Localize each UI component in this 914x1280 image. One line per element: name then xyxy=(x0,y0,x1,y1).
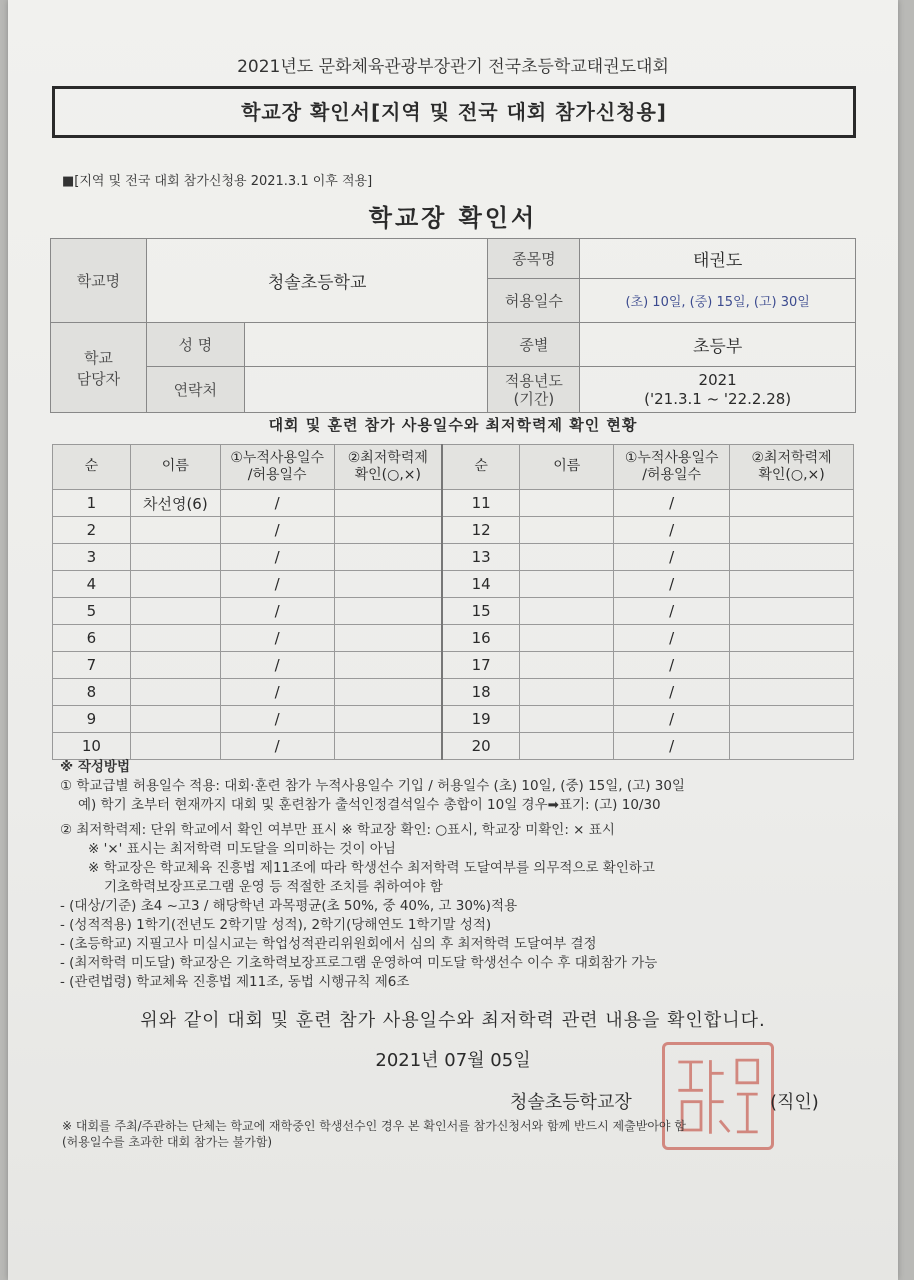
year-value xyxy=(580,367,856,413)
instruction-line: - (관련법령) 학교체육 진흥법 제11조, 동법 시행규칙 제6조 xyxy=(60,974,410,990)
instruction-line: 예) 학기 초부터 현재까지 대회 및 훈련참가 출석인정결석일수 총합이 10일 경우➡표기: (고) 10/30 xyxy=(78,797,661,813)
row-name-left[interactable] xyxy=(130,571,220,598)
row-name-right[interactable] xyxy=(520,571,614,598)
footnote-line2: (허용일수를 초과한 대회 참가는 불가함) xyxy=(62,1135,273,1149)
col-days-right xyxy=(614,445,730,490)
row-name-left[interactable] xyxy=(130,517,220,544)
year-value-line2: ('21.3.1 ~ '22.2.28) xyxy=(644,389,792,408)
table-row xyxy=(53,598,854,625)
year-label-line1: 적용년도 xyxy=(504,371,563,390)
row-check-left[interactable] xyxy=(334,517,442,544)
row-check-right[interactable] xyxy=(730,706,854,733)
row-check-right[interactable] xyxy=(730,679,854,706)
row-name-right[interactable] xyxy=(520,652,614,679)
row-no-right: 17 xyxy=(442,652,520,679)
staff-label-line2: 담당자 xyxy=(76,369,121,388)
row-check-right[interactable] xyxy=(730,733,854,760)
row-days-right[interactable]: / xyxy=(614,733,730,760)
row-no-left: 4 xyxy=(53,571,131,598)
row-days-left[interactable]: / xyxy=(220,571,334,598)
row-no-left: 10 xyxy=(53,733,131,760)
row-name-right[interactable] xyxy=(520,598,614,625)
col-check-left xyxy=(334,445,442,490)
col-days-right-line2: /허용일수 xyxy=(642,467,702,483)
staff-label-line1: 학교 xyxy=(83,348,113,367)
col-days-right-line1: ①누적사용일수 xyxy=(624,449,719,466)
row-days-right[interactable]: / xyxy=(614,679,730,706)
event-label: 종목명 xyxy=(488,239,580,279)
row-days-left[interactable]: / xyxy=(220,517,334,544)
row-name-right[interactable] xyxy=(520,706,614,733)
row-name-left[interactable] xyxy=(130,625,220,652)
row-no-right: 19 xyxy=(442,706,520,733)
instruction-line: - (대상/기준) 초4 ~고3 / 해당학년 과목평균(초 50%, 중 40%, 고 30%)적용 xyxy=(60,898,518,914)
row-name-left[interactable] xyxy=(130,733,220,760)
form-title-box: 학교장 확인서[지역 및 전국 대회 참가신청용] xyxy=(52,86,856,138)
row-check-right[interactable] xyxy=(730,571,854,598)
col-no-left: 순 xyxy=(53,445,131,490)
row-check-right[interactable] xyxy=(730,652,854,679)
row-no-right: 13 xyxy=(442,544,520,571)
table-row xyxy=(53,706,854,733)
col-check-left-line2: 확인(○,×) xyxy=(354,467,421,483)
year-label-line2: (기간) xyxy=(513,389,555,408)
row-check-left[interactable] xyxy=(334,652,442,679)
confirmation-statement: 위와 같이 대회 및 훈련 참가 사용일수와 최저학력 관련 내용을 확인합니다. xyxy=(140,1010,766,1031)
row-no-right: 15 xyxy=(442,598,520,625)
row-days-right[interactable]: / xyxy=(614,571,730,598)
col-check-right-line1: ②최저학력제 xyxy=(751,449,832,466)
row-name-right[interactable] xyxy=(520,733,614,760)
row-no-left: 9 xyxy=(53,706,131,733)
table-row xyxy=(53,571,854,598)
footnote xyxy=(62,1118,862,1150)
table-row xyxy=(53,652,854,679)
row-name-right[interactable] xyxy=(520,517,614,544)
row-days-right[interactable]: / xyxy=(614,598,730,625)
instruction-line: ※ '×' 표시는 최저학력 미도달을 의미하는 것이 아님 xyxy=(88,841,396,857)
row-check-right[interactable] xyxy=(730,625,854,652)
table-row xyxy=(53,517,854,544)
main-title: 학교장 확인서 xyxy=(368,204,538,232)
days-value: (초) 10일, (중) 15일, (고) 30일 xyxy=(580,279,856,323)
row-no-left: 1 xyxy=(53,490,131,517)
signer-name: 청솔초등학교장 xyxy=(510,1092,632,1113)
col-check-right xyxy=(730,445,854,490)
row-name-left[interactable] xyxy=(130,706,220,733)
row-check-left[interactable] xyxy=(334,706,442,733)
row-name-left[interactable] xyxy=(130,598,220,625)
row-check-left[interactable] xyxy=(334,679,442,706)
row-check-right[interactable] xyxy=(730,517,854,544)
name-field[interactable] xyxy=(244,323,488,367)
row-days-left[interactable]: / xyxy=(220,490,334,517)
school-label: 학교명 xyxy=(51,239,147,323)
name-label: 성 명 xyxy=(146,323,244,367)
table-row xyxy=(53,544,854,571)
instruction-line: - (최저학력 미도달) 학교장은 기초학력보장프로그램 운영하여 미도달 학생선수 이수 후 대회참가 가능 xyxy=(60,955,658,971)
division-value: 초등부 xyxy=(580,323,856,367)
row-no-left: 8 xyxy=(53,679,131,706)
roster-table xyxy=(52,444,854,760)
row-days-right[interactable]: / xyxy=(614,517,730,544)
row-days-right[interactable]: / xyxy=(614,706,730,733)
issue-date: 2021년 07월 05일 xyxy=(375,1050,531,1071)
row-check-left[interactable] xyxy=(334,625,442,652)
staff-label xyxy=(51,323,147,413)
event-value: 태권도 xyxy=(580,239,856,279)
col-name-right: 이름 xyxy=(520,445,614,490)
roster-body xyxy=(53,490,854,760)
document-page xyxy=(8,0,898,1280)
division-label: 종별 xyxy=(488,323,580,367)
instruction-line: 기초학력보장프로그램 운영 등 적절한 조치를 취하여야 함 xyxy=(104,879,443,895)
footnote-line1: ※ 대회를 주최/주관하는 단체는 학교에 재학중인 학생선수인 경우 본 확인서를 참가신청서와 함께 반드시 제출받아야 함 xyxy=(62,1119,686,1133)
days-label: 허용일수 xyxy=(488,279,580,323)
instruction-line: ② 최저학력제: 단위 학교에서 확인 여부만 표시 ※ 학교장 확인: ○표시, 학교장 미확인: × 표시 xyxy=(60,822,615,838)
row-no-left: 6 xyxy=(53,625,131,652)
instruction-line: ① 학교급별 허용일수 적용: 대회·훈련 참가 누적사용일수 기입 / 허용일수 (초) 10일, (중) 15일, (고) 30일 xyxy=(60,778,685,794)
row-no-left: 7 xyxy=(53,652,131,679)
row-days-right[interactable]: / xyxy=(614,652,730,679)
event-title: 2021년도 문화체육관광부장관기 전국초등학교태권도대회 xyxy=(237,57,669,77)
row-days-left[interactable]: / xyxy=(220,652,334,679)
col-days-left xyxy=(220,445,334,490)
year-value-line1: 2021 xyxy=(698,370,737,389)
row-no-right: 12 xyxy=(442,517,520,544)
instructions xyxy=(60,758,860,992)
row-no-right: 14 xyxy=(442,571,520,598)
row-check-left[interactable] xyxy=(334,490,442,517)
col-check-right-line2: 확인(○,×) xyxy=(758,467,825,483)
row-days-left[interactable]: / xyxy=(220,733,334,760)
row-days-left[interactable]: / xyxy=(220,544,334,571)
instruction-line: - (초등학교) 지필고사 미실시교는 학업성적관리위원회에서 심의 후 최저학력 도달여부 결정 xyxy=(60,936,597,952)
row-no-right: 11 xyxy=(442,490,520,517)
row-check-left[interactable] xyxy=(334,733,442,760)
table-row xyxy=(53,490,854,517)
row-no-left: 5 xyxy=(53,598,131,625)
table-row xyxy=(53,679,854,706)
seal-label: (직인) xyxy=(770,1092,819,1113)
table-row xyxy=(53,625,854,652)
row-days-left[interactable]: / xyxy=(220,625,334,652)
row-days-left[interactable]: / xyxy=(220,598,334,625)
applicability-note: ■[지역 및 전국 대회 참가신청용 2021.3.1 이후 적용] xyxy=(62,174,373,189)
row-days-left[interactable]: / xyxy=(220,679,334,706)
year-label xyxy=(488,367,580,413)
row-no-right: 18 xyxy=(442,679,520,706)
row-name-left[interactable] xyxy=(130,652,220,679)
col-name-left: 이름 xyxy=(130,445,220,490)
row-days-right[interactable]: / xyxy=(614,544,730,571)
col-days-left-line2: /허용일수 xyxy=(247,467,307,483)
row-name-right[interactable] xyxy=(520,544,614,571)
row-check-right[interactable] xyxy=(730,490,854,517)
contact-field[interactable] xyxy=(244,367,488,413)
row-check-left[interactable] xyxy=(334,571,442,598)
info-table xyxy=(50,238,856,413)
row-no-right: 16 xyxy=(442,625,520,652)
row-no-right: 20 xyxy=(442,733,520,760)
col-check-left-line1: ②최저학력제 xyxy=(347,449,428,466)
instruction-line: ※ 학교장은 학교체육 진흥법 제11조에 따라 학생선수 최저학력 도달여부를 의무적으로 확인하고 xyxy=(88,860,655,876)
row-check-right[interactable] xyxy=(730,598,854,625)
row-name-left[interactable]: 차선영(6) xyxy=(130,490,220,517)
instructions-heading: ※ 작성방법 xyxy=(60,759,130,775)
col-days-left-line1: ①누적사용일수 xyxy=(230,449,325,466)
row-no-left: 2 xyxy=(53,517,131,544)
row-check-left[interactable] xyxy=(334,544,442,571)
row-days-right[interactable]: / xyxy=(614,490,730,517)
row-name-right[interactable] xyxy=(520,625,614,652)
row-no-left: 3 xyxy=(53,544,131,571)
row-name-right[interactable] xyxy=(520,490,614,517)
row-check-right[interactable] xyxy=(730,544,854,571)
col-no-right: 순 xyxy=(442,445,520,490)
school-value: 청솔초등학교 xyxy=(146,239,488,323)
row-name-left[interactable] xyxy=(130,544,220,571)
contact-label: 연락처 xyxy=(146,367,244,413)
table-row xyxy=(53,733,854,760)
row-check-left[interactable] xyxy=(334,598,442,625)
row-name-right[interactable] xyxy=(520,679,614,706)
roster-title: 대회 및 훈련 참가 사용일수와 최저학력제 확인 현황 xyxy=(268,416,638,434)
row-days-right[interactable]: / xyxy=(614,625,730,652)
instruction-line: - (성적적용) 1학기(전년도 2학기말 성적), 2학기(당해연도 1학기말 성적) xyxy=(60,917,492,933)
row-name-left[interactable] xyxy=(130,679,220,706)
row-days-left[interactable]: / xyxy=(220,706,334,733)
